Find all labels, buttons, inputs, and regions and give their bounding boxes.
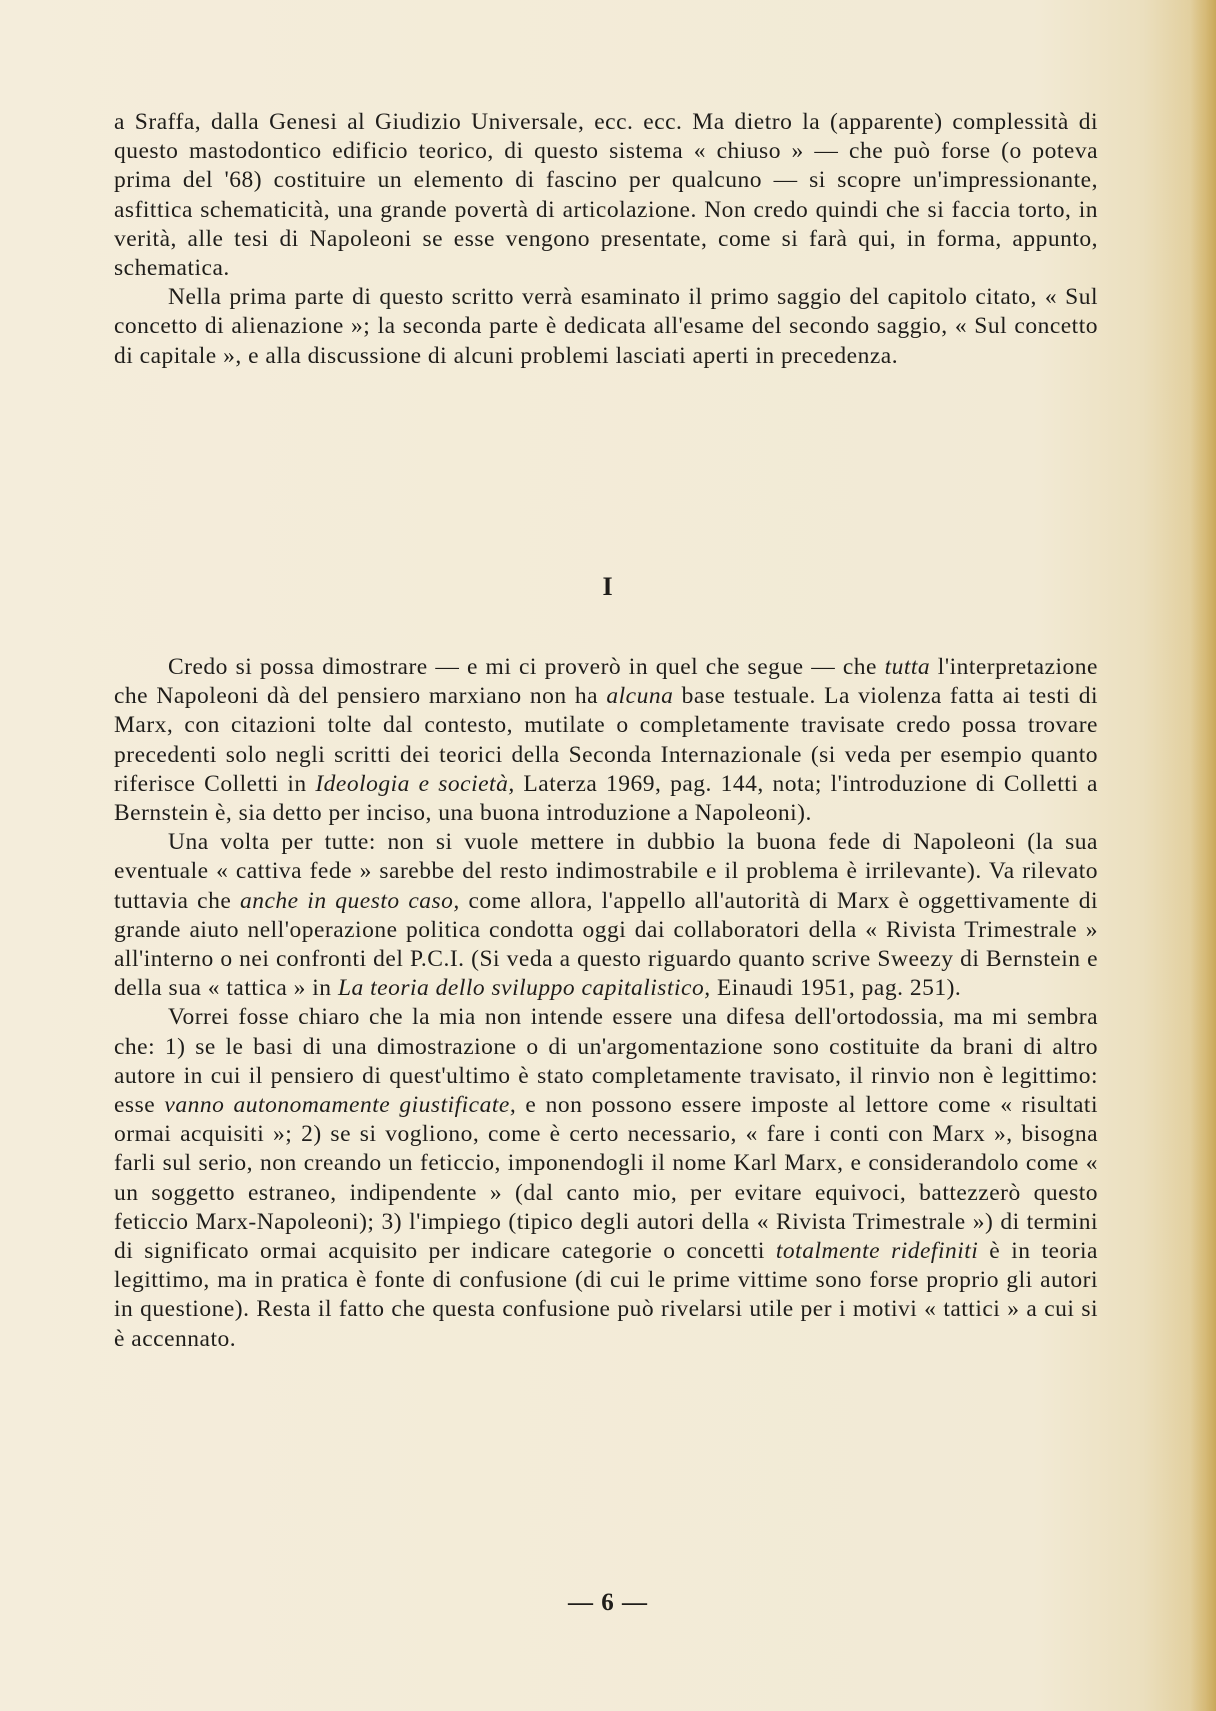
- page-edge-shadow: [1190, 0, 1216, 1711]
- paragraph-3: Credo si possa dimostrare — e mi ci proverò in quel che segue — che tutta l'interpretazione che Napoleoni dà del pensiero marxiano non ha alcuna base testuale. La violenza fatta ai testi di Marx, con citazioni tolte dal contesto, mutilate o completamente travisate credo possa trovare precedenti solo negli scritti dei teorici della Seconda Internazionale (si veda per esempio quanto riferisce Colletti in Ideologia e società, Laterza 1969, pag. 144, nota; l'introduzione di Colletti a Bernstein è, sia detto per inciso, una buona introduzione a Napoleoni).: [114, 654, 1098, 827]
- paragraph-2: Nella prima parte di questo scritto verrà esaminato il primo saggio del capitolo citato, « Sul concetto di alienazione »; la seconda parte è dedicata all'esame del secondo saggio, « Sul concetto di capitale », e alla discussione di alcuni problemi lasciati aperti in precedenza.: [114, 284, 1098, 369]
- paragraph-4: Una volta per tutte: non si vuole mettere in dubbio la buona fede di Napoleoni (la sua eventuale « cattiva fede » sarebbe del resto indimostrabile e il problema è irrilevante). Va rilevato tuttavia che anche in questo caso, come allora, l'appello all'autorità di Marx è oggettivamente di grande aiuto nell'operazione politica condotta oggi dai collaboratori della « Rivista Trimestrale » all'interno o nei confronti del P.C.I. (Si veda a questo riguardo quanto scrive Sweezy di Bernstein e della sua « tattica » in La teoria dello sviluppo capitalistico, Einaudi 1951, pag. 251).: [114, 829, 1098, 1002]
- section-text-block: [114, 653, 1098, 1354]
- intro-text-block: [114, 108, 1098, 371]
- paragraph-5: Vorrei fosse chiaro che la mia non intende essere una difesa dell'ortodossia, ma mi sembra che: 1) se le basi di una dimostrazione o di un'argomentazione sono costituite da brani di altro autore in cui il pensiero di quest'ultimo è stato completamente travisato, il rinvio non è legittimo: esse vanno autonomamente giustificate, e non possono essere imposte al lettore come « risultati ormai acquisiti »; 2) se si vogliono, come è certo necessario, « fare i conti con Marx », bisogna farli sul serio, non creando un feticcio, imponendogli il nome Karl Marx, e considerandolo come « un soggetto estraneo, indipendente » (dal canto mio, per evitare equivoci, battezzerò questo feticcio Marx-Napoleoni); 3) l'impiego (tipico degli autori della « Rivista Trimestrale ») di termini di significato ormai acquisito per indicare categorie o concetti totalmente ridefiniti è in teoria legittimo, ma in pratica è fonte di confusione (di cui le prime vittime sono forse proprio gli autori in questione). Resta il fatto che questa confusione può rivelarsi utile per i motivi « tattici » a cui si è accennato.: [114, 1004, 1098, 1352]
- section-heading: I: [602, 572, 614, 601]
- paragraph-1: a Sraffa, dalla Genesi al Giudizio Universale, ecc. ecc. Ma dietro la (apparente) complessità di questo mastodontico edificio teorico, di questo sistema « chiuso » — che può forse (o poteva prima del '68) costituire un elemento di fascino per qualcuno — si scopre un'impressionante, asfittica schematicità, una grande povertà di articolazione. Non credo quindi che si faccia torto, in verità, alle tesi di Napoleoni se esse vengono presentate, come si farà qui, in forma, appunto, schematica.: [114, 109, 1098, 282]
- page-number: — 6 —: [568, 1589, 648, 1616]
